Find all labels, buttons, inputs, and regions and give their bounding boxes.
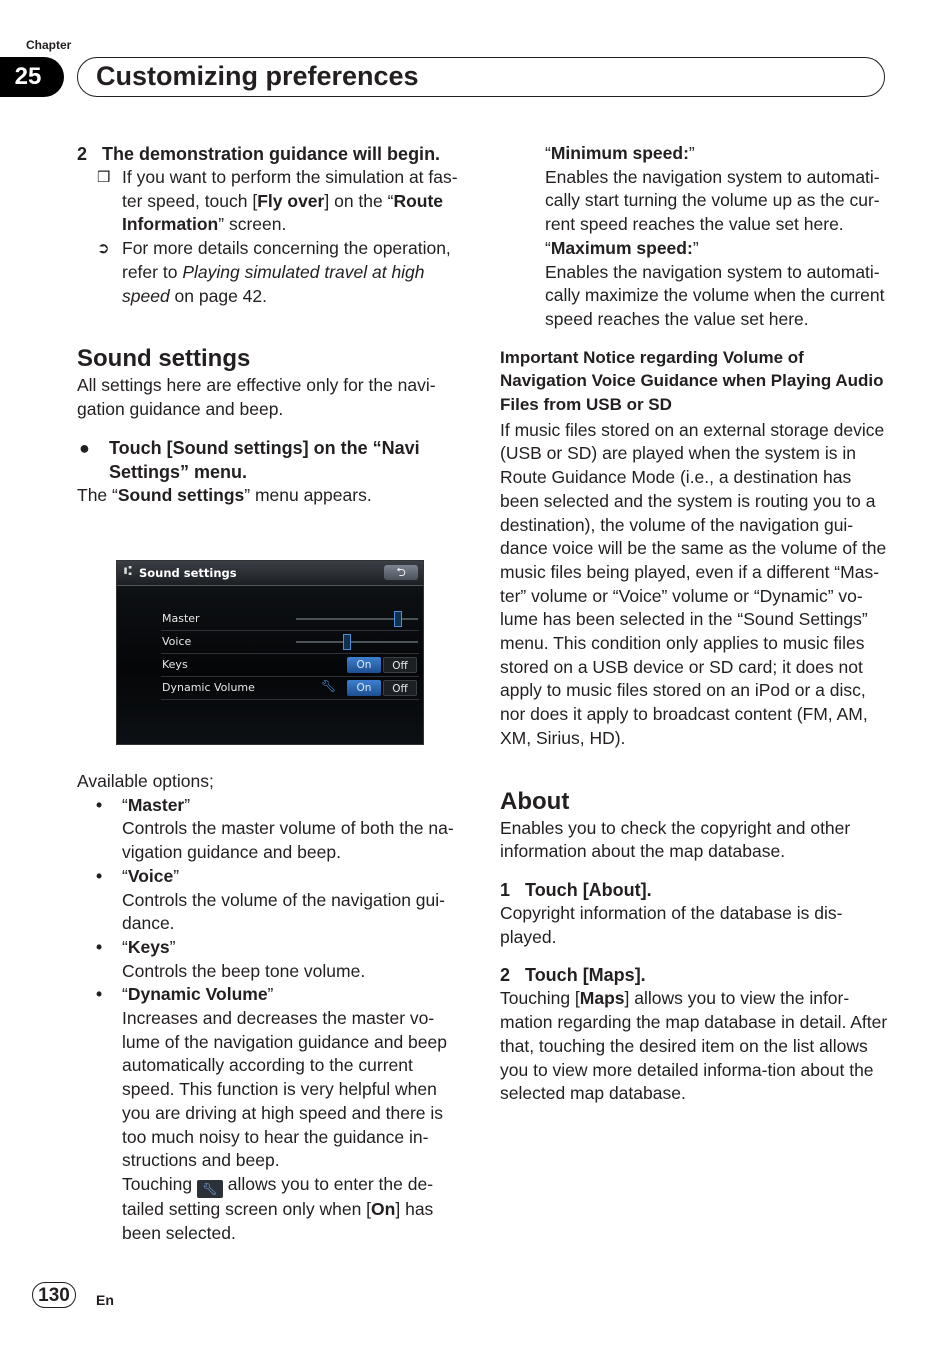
- master-row: [161, 608, 419, 631]
- note-reference: ➲ For more details concerning the operation, refer to Playing simulated travel at high speed on page 42.: [97, 238, 451, 306]
- voice-row: [161, 631, 419, 654]
- route-information-label: Route Information: [122, 190, 444, 235]
- arrow-reference-icon: ➲: [97, 240, 110, 258]
- screen-title-bar: [117, 561, 423, 586]
- chapter-title: Customizing preferences: [77, 57, 885, 97]
- keys-row: [161, 654, 419, 677]
- dynamic-on-button[interactable]: On: [347, 680, 381, 696]
- bullet-icon: ●: [79, 437, 90, 458]
- page-number: 130: [32, 1282, 76, 1308]
- option-master: • “Master”: [77, 794, 467, 818]
- keys-label: Keys: [162, 658, 188, 671]
- sound-settings-intro: All settings here are effective only for the navi-gation guidance and beep.: [77, 375, 436, 419]
- sound-settings-heading: Sound settings: [77, 345, 251, 373]
- wrench-icon: 🔧︎: [197, 1180, 223, 1198]
- maximum-speed-desc: Enables the navigation system to automati-cally maximize the volume when the current speed reaches the value set here.: [545, 261, 885, 329]
- fly-over-label: Fly over: [257, 190, 325, 211]
- bullet-icon: •: [96, 936, 103, 957]
- master-slider-knob[interactable]: [394, 611, 402, 627]
- screen-title: Sound settings: [139, 566, 237, 580]
- master-slider[interactable]: [296, 618, 418, 620]
- important-notice-heading: Important Notice regarding Volume of Navigation Voice Guidance when Playing Audio Files from USB or SD: [500, 347, 884, 415]
- touching-wrench-text: Touching 🔧︎ allows you to enter the de-tailed setting screen only when [On] has been selected.: [122, 1173, 434, 1243]
- step-1-desc: Copyright information of the database is dis-played.: [500, 902, 843, 947]
- available-options-label: Available options;: [77, 771, 214, 791]
- chapter-number: 25: [0, 57, 64, 97]
- option-voice-desc: Controls the volume of the navigation gui-dance.: [122, 889, 445, 934]
- voice-slider[interactable]: [296, 641, 418, 643]
- step-number: 2: [77, 144, 88, 164]
- menu-appears-text: The “Sound settings” menu appears.: [77, 484, 372, 505]
- option-keys-desc: Controls the beep tone volume.: [122, 960, 366, 981]
- bullet-icon: •: [96, 794, 103, 815]
- wrench-icon[interactable]: 🔧︎: [321, 679, 337, 693]
- touch-sound-settings-step: ● Touch [Sound settings] on the “Navi Settings” menu.: [79, 437, 420, 482]
- option-dynamic-volume-desc: Increases and decreases the master vo-lume of the navigation guidance and beep automatically according to the current speed. This function is very helpful when you are driving at high speed and there is too much noisy to hear the guidance in-structions and beep.: [122, 1008, 447, 1171]
- bullet-icon: •: [96, 865, 103, 886]
- note-fly-over: ❒ If you want to perform the simulation at fas-ter speed, touch [Fly over] on the “Route Information” screen.: [97, 167, 458, 235]
- step-text: The demonstration guidance will begin.: [102, 144, 441, 164]
- option-master-desc: Controls the master volume of both the na-vigation guidance and beep.: [122, 818, 454, 863]
- maximum-speed: “Maximum speed:”: [545, 237, 699, 258]
- settings-menu-icon: ⑆: [124, 564, 132, 579]
- step-2-desc: Touching [Maps] allows you to view the infor-mation regarding the map database in detail. After that, touching the desired item on the list allows you to view more detailed informa-tion about the selected map database.: [500, 988, 888, 1104]
- voice-label: Voice: [162, 635, 192, 648]
- back-arrow-icon[interactable]: ⮌: [384, 565, 418, 580]
- dynamic-volume-label: Dynamic Volume: [162, 681, 255, 694]
- voice-slider-knob[interactable]: [343, 634, 351, 650]
- about-intro: Enables you to check the copyright and other information about the map database.: [500, 817, 851, 862]
- keys-on-button[interactable]: On: [347, 657, 381, 673]
- option-keys: • “Keys”: [77, 936, 467, 960]
- minimum-speed: “Minimum speed:”: [545, 143, 695, 163]
- minimum-speed-desc: Enables the navigation system to automati-cally start turning the volume up as the cur-rent speed reaches the value set here.: [545, 166, 880, 235]
- about-heading: About: [500, 787, 570, 815]
- sound-settings-screenshot: [116, 560, 424, 745]
- master-label: Master: [162, 612, 200, 625]
- reference-link: Playing simulated travel at high speed: [122, 261, 425, 306]
- option-dynamic-volume: • “Dynamic Volume”: [77, 983, 467, 1007]
- checkbox-note-icon: ❒: [97, 169, 111, 186]
- step-2-maps: 2 Touch [Maps].: [500, 965, 646, 986]
- important-notice-body: If music files stored on an external storage device (USB or SD) are played when the system is in Route Guidance Mode (i.e., a destination has been selected and the system is routing you to a destination), the volume of the navigation gui-dance voice will be the same as the volume of the music files being played, even if a different “Mas-ter” volume or “Voice” volume or “Dynamic” vo-lume has been selected in the “Sound Settings” menu. This condition only applies to music files stored on a USB device or SD card; it does not apply to music files stored on an iPod or a disc, nor does it apply to broadcast content (FM, AM, XM, Sirius, HD).: [500, 419, 887, 748]
- dynamic-off-button[interactable]: Off: [383, 680, 417, 696]
- step-2-demo: [77, 142, 467, 166]
- bullet-icon: •: [96, 984, 103, 1005]
- keys-off-button[interactable]: Off: [383, 657, 417, 673]
- option-voice: • “Voice”: [77, 865, 467, 889]
- left-column: [77, 142, 467, 507]
- right-column: [500, 142, 890, 1106]
- dynamic-volume-row: [161, 677, 419, 700]
- language-code: En: [96, 1292, 114, 1308]
- chapter-label: Chapter: [26, 38, 72, 52]
- available-options: [77, 770, 467, 1245]
- step-1-about: 1 Touch [About].: [500, 879, 652, 900]
